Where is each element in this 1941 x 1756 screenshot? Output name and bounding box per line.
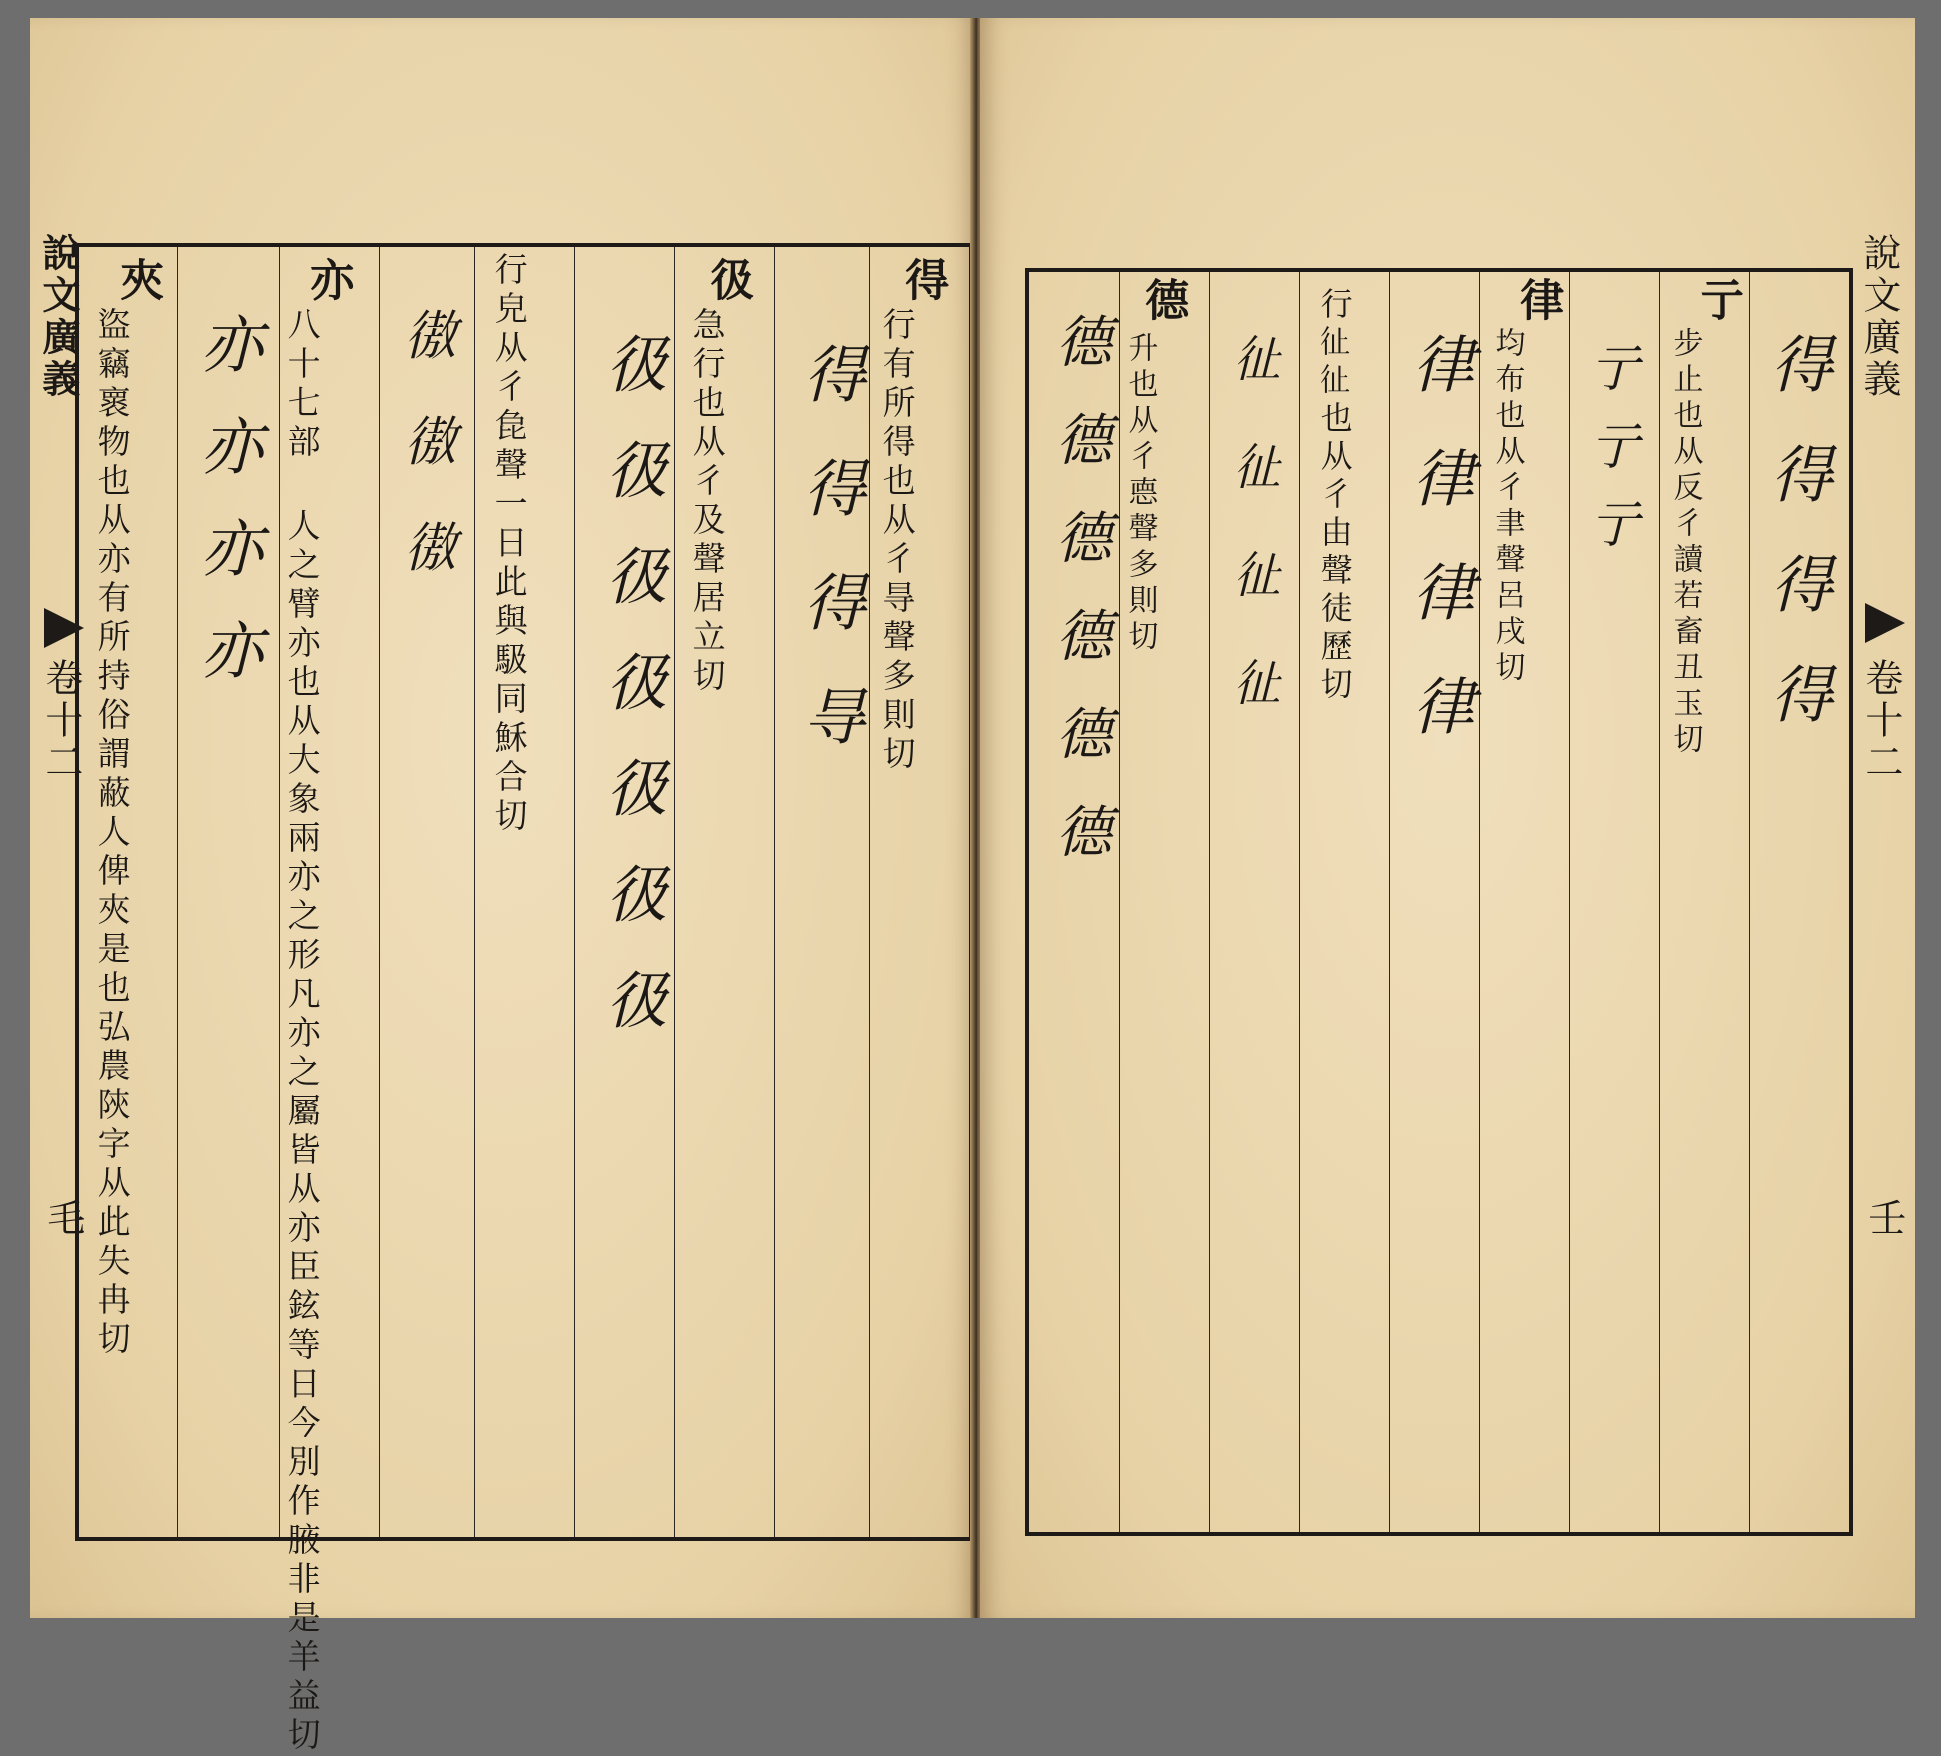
right-col-2-note: 步止也从反彳讀若畜丑玉切 (1667, 327, 1703, 759)
left-col-3-head: 彶 (702, 257, 754, 303)
right-col-4-head: 律 (1512, 277, 1564, 323)
right-page (980, 18, 1915, 1618)
left-margin-page: 毛 (40, 1198, 85, 1240)
right-col-2-head: 亍 (1692, 277, 1744, 323)
right-col-7-seal: 𢓊𢓊𢓊𢓊 (1226, 332, 1285, 764)
right-margin-page: 壬 (1861, 1198, 1906, 1240)
right-col-1-seal: 得得得得 (1760, 332, 1834, 772)
right-text-frame (1025, 268, 1853, 1536)
left-text-frame (75, 243, 973, 1756)
left-col-4-seal: 彶彶彶彶彶彶彶 (595, 332, 669, 1074)
left-col-7-note: 八十七部 人之臂亦也从大象兩亦之形凡亦之屬皆从亦臣鉉等日今別作腋非是羊益切 (282, 307, 322, 1756)
left-col-5-note: 行皃从彳㲋聲一日此與馺同穌合切 (489, 252, 529, 837)
left-col-7-head: 亦 (302, 257, 354, 303)
left-col-1-head: 得 (897, 257, 949, 303)
left-col-8-seal: 亦亦亦亦 (190, 312, 264, 720)
right-col-4-note: 均布也从彳聿聲呂戌切 (1489, 327, 1525, 687)
left-page (30, 18, 975, 1756)
right-col-5-seal: 律律律律 (1402, 332, 1476, 788)
right-fold-mark (1865, 603, 1905, 643)
left-col-9-note: 盜竊褱物也从亦有所持俗謂蔽人俾夾是也弘農陝字从此失冉切 (92, 307, 132, 1360)
left-col-1-note: 行有所得也从彳㝵聲多則切 (877, 307, 917, 775)
left-col-6-seal: 𢕟𢕟𢕟 (396, 307, 460, 625)
right-col-8-head: 德 (1137, 277, 1189, 323)
right-col-3-seal: 亍亍亍 (1581, 342, 1640, 576)
right-col-6-note: 行𢓊𢓊也从彳由聲徒歷切 (1315, 287, 1354, 705)
right-margin-volume: 卷十二 (1858, 658, 1903, 784)
right-margin-title: 說文廣義 (1856, 233, 1901, 401)
right-col-8-note: 升也从彳㥁聲多則切 (1122, 332, 1158, 656)
left-margin-volume: 卷十二 (38, 658, 83, 784)
right-col-9-seal: 德德德德德德 (1046, 312, 1112, 900)
left-col-9-head: 夾 (112, 257, 164, 303)
left-margin-title: 說文廣義 (35, 233, 81, 401)
left-col-3-note: 急行也从彳及聲居立切 (687, 307, 727, 697)
left-col-2-seal: 得得得㝵 (793, 342, 867, 798)
